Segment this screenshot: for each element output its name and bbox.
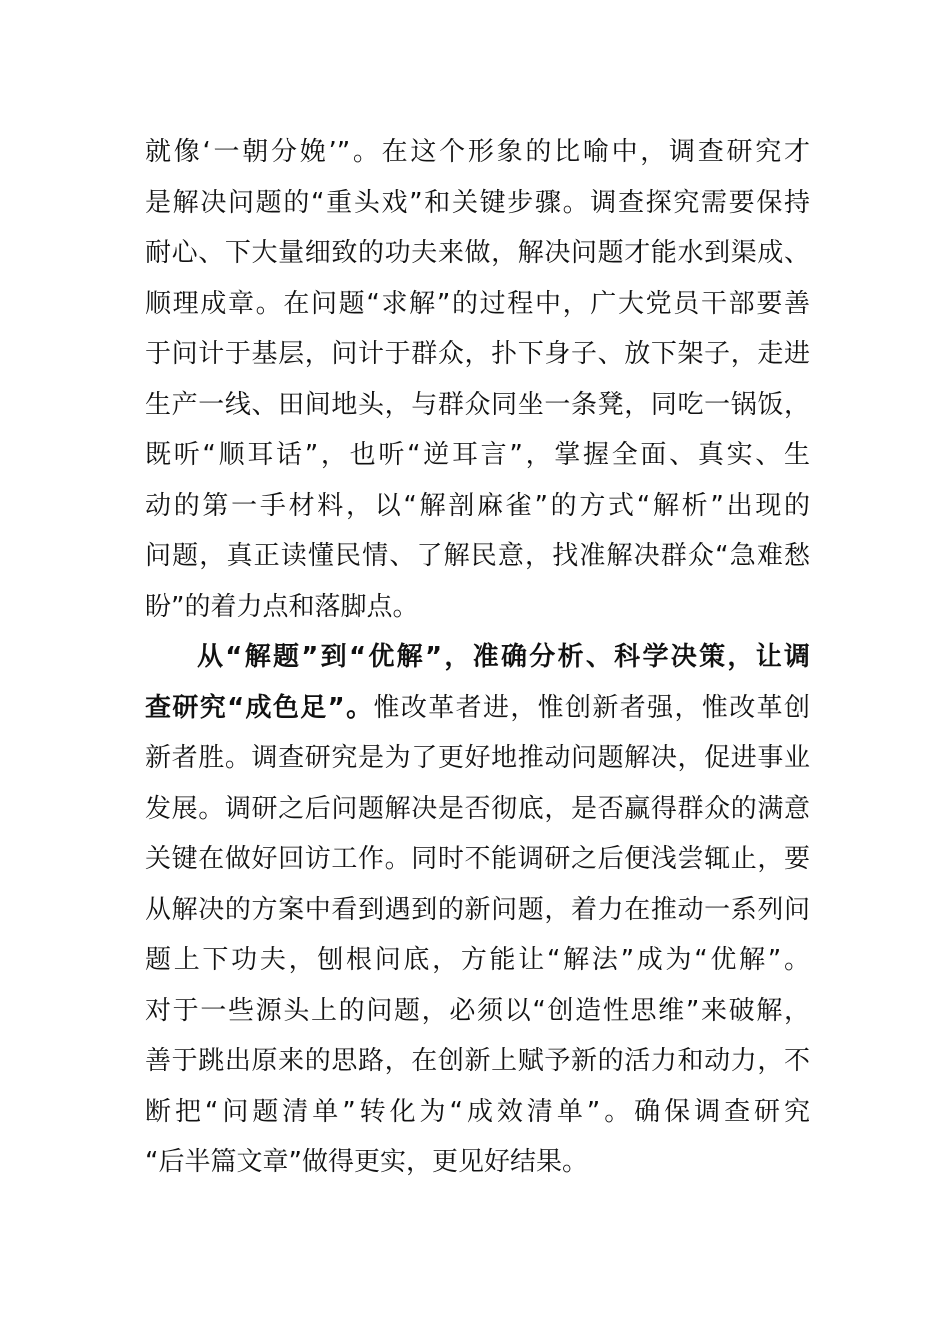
paragraph-2-line-2 (145, 683, 810, 734)
paragraph-2-heading-line-1: 从“解题”到“优解”，准确分析、科学决策，让调 (197, 642, 810, 672)
paragraph-2-heading-line-2: 查研究“成色足”。 (145, 692, 374, 723)
paragraph-2-line-7: 题上下功夫，刨根问底，方能让“解法”成为“优解”。 (145, 945, 810, 975)
paragraph-2-line-4: 发展。调研之后问题解决是否彻底，是否赢得群众的满意 (145, 793, 810, 824)
paragraph-1-line-10: 盼”的着力点和落脚点。 (145, 591, 419, 622)
paragraph-1-line-1: 就像‘一朝分娩’”。在这个形象的比喻中，调查研究才 (145, 137, 810, 167)
paragraph-1-line-6: 生产一线、田间地头，与群众同坐一条凳，同吃一锅饭， (145, 389, 810, 420)
paragraph-2-line-9: 善于跳出原来的思路，在创新上赋予新的活力和动力，不 (145, 1046, 810, 1076)
paragraph-1-line-7: 既听“顺耳话”，也听“逆耳言”，掌握全面、真实、生 (145, 440, 810, 470)
paragraph-2-line-10: 断把“问题清单”转化为“成效清单”。确保调查研究 (145, 1096, 810, 1127)
paragraph-1-line-2: 是解决问题的“重头戏”和关键步骤。调查探究需要保持 (145, 187, 810, 218)
paragraph-2-line-6: 从解决的方案中看到遇到的新问题，着力在推动一系列问 (145, 894, 810, 925)
paragraph-1-line-5: 于问计于基层，问计于群众，扑下身子、放下架子，走进 (145, 339, 810, 369)
paragraph-1-line-9: 问题，真正读懂民情、了解民意，找准解决群众“急难愁 (145, 541, 810, 571)
paragraph-1-line-4: 顺理成章。在问题“求解”的过程中，广大党员干部要善 (145, 288, 810, 319)
paragraph-2-line-5: 关键在做好回访工作。同时不能调研之后便浅尝辄止，要 (145, 844, 810, 874)
paragraph-2-line-11: “后半篇文章”做得更实，更见好结果。 (145, 1147, 588, 1177)
paragraph-2-line-3: 新者胜。调查研究是为了更好地推动问题解决，促进事业 (145, 743, 810, 773)
paragraph-2-line-2-rest: 惟改革者进，惟创新者强，惟改革创 (373, 692, 810, 723)
paragraph-1-line-3: 耐心、下大量细致的功夫来做，解决问题才能水到渠成、 (145, 238, 810, 268)
document-body (145, 127, 810, 1188)
paragraph-2-line-8: 对于一些源头上的问题，必须以“创造性思维”来破解， (145, 995, 810, 1026)
paragraph-1-line-8: 动的第一手材料，以“解剖麻雀”的方式“解析”出现的 (145, 490, 810, 521)
